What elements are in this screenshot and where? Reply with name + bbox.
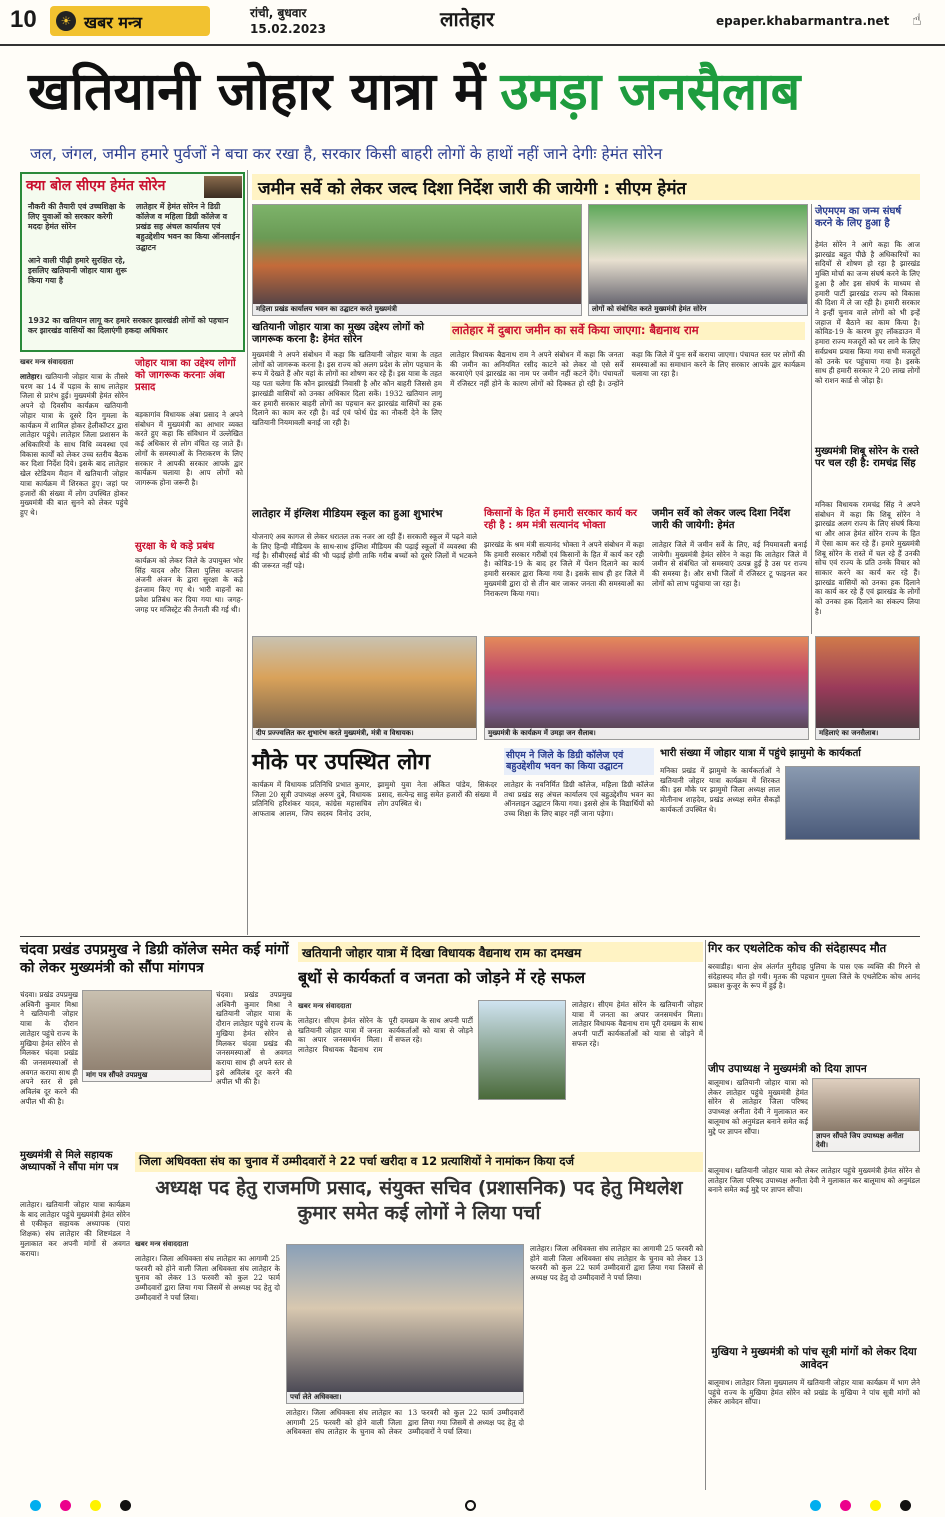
baidyanath-photo	[478, 1000, 566, 1100]
advocates-banner: जिला अधिवक्ता संघ का चुनाव में उम्मीदवारों ने 22 पर्चा खरीदा व 12 प्रत्याशियों ने नामांकन किया दर्ज	[135, 1152, 703, 1172]
right-col-body-1: हेमंत सोरेन ने आगे कहा कि आज झारखंड बहुत पीछे है अधिकारियों का सदियों से शोषण हो रहा है झारखंड मुक्ति मोर्चा का जन्म संघर्ष करने के लिए हुआ है और इस संघर्ष के माध्यम से हमारी पार्टी झारखंड राज्य को विकास की दिशा में ले जा रही है। हमारी सरकार ने इन्हीं चुनाव वाले लोगों को भी इन्हें जहाज में बैठाने का काम किया है। कोविड-19 के कारण हुए लॉकडाउन में हमारा राज्य मजदूरों को घर लाने के लिए सर्वप्रथम प्रयास किया गया सभी मजदूरों को उनके घर पहुंचाया गया है। इसके साथ ही हमारी सरकार ने 20 लाख लोगों को राशन कार्ड से जोड़ा है।	[815, 240, 920, 386]
mid-photo-3-caption: महिलाएं का जनसैलाब।	[816, 728, 919, 739]
cm-box-bottom: 1932 का खतियान लागू कर हमारे सरकार झारखंडी लोगों को पहचान कर झारखंड वासियों का दिलाएंगी हकदा अधिकार	[28, 316, 229, 336]
story-col2-body: बड़कागांव विधायक अंबा प्रसाद ने अपने संबोधन में मुख्यमंत्री का आभार व्यक्त करते हुए कहा कि संविधान में उल्लेखित कई अधिकार से लोग वंचित रह जाते हैं। लोगों के समस्याओं के निराकरण के लिए सरकार ने आपकी सरकार आपके द्वार कार्यक्रम चलाया है। आप लोगों को जागरूक होना जरूरी है।	[135, 410, 243, 488]
reg-dot-black-2	[900, 1500, 911, 1511]
cm-bullet-3: लातेहार में हेमंत सोरेन ने डिग्री कॉलेज व महिला डिग्री कॉलेज व प्रखंड सह अंचल कार्यालय एवं बहुउद्देशीय भवन का किया ऑनलाईन उद्घाटन	[136, 202, 240, 252]
jhamumo-body: मनिका प्रखंड में झामुमो के कार्यकर्ताओं ने खतियानी जोहार यात्रा कार्यक्रम में शिरकत की। इस मौके पर झामुमो जिला अध्यक्ष लाल मोतीनाथ शाहदेव, प्रखंड अध्यक्ष समेत सैकड़ों कार्यकर्ता उपस्थित थे।	[660, 766, 780, 814]
story-b-head: लातेहार में दुबारा जमीन का सर्वे किया जाएगा: बैद्यनाथ राम	[450, 322, 805, 340]
banner-photo-2-caption: लोगों को संबोधित करते मुख्यमंत्री हेमंत सोरेन	[589, 304, 807, 315]
mukhiya-head: मुखिया ने मुख्यमंत्री को पांच सूत्री मांगों को लेकर दिया आवेदन	[711, 1346, 917, 1371]
chandwa-head: चंदवा प्रखंड उपप्रमुख ने डिग्री कॉलेज समेत कई मांगों को लेकर मुख्यमंत्री को सौंपा मांगपत्र	[20, 942, 289, 976]
story-a-body: मुख्यमंत्री ने अपने संबोधन में कहा कि खतियानी जोहार यात्रा के तहत लोगों को जागरूक करना है। इस राज्य को अलग प्रदेश के लोग पहचान के रूप में देखते हैं और यहां के लोगों का शोषण कर रहे हैं। इस यात्रा के तहत यह पता चलेगा कि कौन झारखंडी निवासी है और कौन बाहरी जिससे हम झारखंडी वासियों को उनका अधिकार दिला सकें। 1932 खतियान लागू कर हमारी सरकार बाहरी लोगों का पहचान कर झारखंड वासियों का हक दिलाने का काम कर रही है। वर्ड एवं फोर्थ ग्रेड का नौकरी देने के लिए खतियानी नियमावली बनाई जा रही है।	[252, 350, 442, 428]
mukhiya-intro: बालूमाथ। खतियानी जोहार यात्रा को लेकर लातेहार पहुंचे मुख्यमंत्री हेमंत सोरेन से लातेहार जिला परिषद उपाध्यक्ष अनीता देवी ने मुलाकात कर बालूमाथ को अनुमंडल बनाने समेत कई मुद्दे पर ज्ञापन सौंपा।	[708, 1166, 920, 1195]
masthead	[0, 0, 945, 46]
advocates-byline: खबर मन्त्र संवाददाता	[135, 1240, 189, 1248]
reg-dot-cyan	[30, 1500, 41, 1511]
advocates-photo-caption: पर्चा लेते अधिवक्ता।	[287, 1392, 523, 1403]
advocates-body-2: लातेहार। जिला अधिवक्ता संघ लातेहार का आगामी 25 फरवरी को होने वाली जिला अधिवक्ता संघ लातेहार के चुनाव को लेकर 13 फरवरी को कुल 22 फार्म उम्मीदवारों द्वारा लिया गया जिसमें से अध्यक्ष पद हेतु दो उम्मीदवारों ने पर्चा लिया।	[286, 1408, 524, 1437]
advocates-headline: अध्यक्ष पद हेतु राजमणि प्रसाद, संयुक्त सचिव (प्रशासनिक) पद हेतु मिथलेश कुमार समेत कई लोगों ने लिया पर्चा	[155, 1177, 683, 1224]
athlete-head: गिर कर एथलेटिक कोच की संदेहास्पद मौत	[708, 941, 887, 955]
cm-quote-box	[20, 172, 245, 352]
banner-photo-1	[252, 204, 582, 316]
section-name: लातेहार	[440, 7, 495, 31]
english-school-head: लातेहार में इंग्लिश मीडियम स्कूल का हुआ शुभारंभ	[252, 508, 443, 520]
lead-headline-black: खतियानी जोहार यात्रा में	[28, 62, 486, 122]
story-left-place: लातेहार।	[20, 372, 43, 381]
epaper-link[interactable]: epaper.khabarmantra.net	[716, 14, 890, 28]
banner-photo-1-caption: महिला प्रखंड कार्यालय भवन का उद्घाटन करते मुख्यमंत्री	[253, 304, 581, 315]
gp-head: जीप उपाध्यक्ष ने मुख्यमंत्री को दिया ज्ञापन	[708, 1063, 867, 1075]
brand-name: खबर मन्त्र	[84, 13, 142, 32]
survey-body: लातेहार जिले में जमीन सर्वे के लिए, वई नियमावली बनाई जायेगी। मुख्यमंत्री हेमंत सोरेन ने कहा कि लातेहार जिले में जमीन से संबंधित जो समस्याएं उत्पन्न हुई है उस पर राज्य की समस्या है। और सभी जिलों में रजिस्टर टू फाइनल कर लोगों को लाभ पहुंचाया जा रहा है।	[652, 540, 807, 588]
present-head: मौके पर उपस्थित लोग	[252, 750, 431, 775]
farmers-head: किसानों के हित में हमारी सरकार कार्य कर रही है : श्रम मंत्री सत्यानंद भोक्ता	[484, 508, 637, 531]
page-number: 10	[10, 6, 37, 33]
lead-headline-green: उमड़ा जनसैलाब	[500, 62, 801, 122]
col-rule-1	[247, 170, 248, 935]
reg-dot-yellow	[90, 1500, 101, 1511]
english-school-body: योजनाएं अब कागज से लेकर धरातल तक नजर आ रही हैं। सरकारी स्कूल में पढ़ने वाले के लिए हिन्दी मीडियम के साथ-साथ इंग्लिश मीडियम की पढ़ाई स्कूलों में व्यवस्था की गई है। सीबीएसई बोर्ड की भी पढ़ाई होगी ताकि गरीब बच्चों को दूसरे जिलों में भटकने की जरूरत नहीं पड़े।	[252, 532, 477, 571]
brand-logo	[50, 6, 210, 36]
lead-headline	[28, 54, 918, 136]
baidyanath-body-2: लातेहार। सीएम हेमंत सोरेन के खतियानी जोहार यात्रा में जनता का अपार जनसमर्थन मिला। लातेहार विधायक वैद्यनाथ राम पूरी दमखम के साथ अपनी पार्टी कार्यकर्ताओं को यात्रा से जोड़ने में सफल रहे।	[572, 1000, 703, 1048]
place-date-2: 15.02.2023	[250, 22, 326, 36]
story-left-byline: खबर मन्त्र संवाददाता	[20, 358, 74, 366]
mid-photo-3	[815, 636, 920, 740]
mid-photo-1-caption: दीप प्रज्ज्वलित कर शुभारंभ करते मुख्यमंत्री, मंत्री व विधायक।	[253, 728, 476, 739]
chandwa-body: चंदवा। प्रखंड उपप्रमुख अश्विनी कुमार मिश्रा ने खतियानी जोहार यात्रा के दौरान लातेहार पहुंचे राज्य के मुखिया हेमंत सोरेन से मिलकर चंदवा प्रखंड की जनसमस्याओं से अवगत कराया साथ ही अपने स्तर से इसे अविलंब दूर करने की अपील भी की है।	[20, 990, 78, 1106]
gp-photo	[812, 1078, 920, 1152]
story-col2-body-2: कार्यक्रम को लेकर जिले के उपायुक्त भोर सिंह यादव और जिला पुलिस कप्तान अंजनी अंजन के द्वारा सुरक्षा के कड़े इंतजाम किए गए थे। भारी वाहनों का प्रवेश प्रतिबंध कर दिया गया था। जगह-जगह पर मजिस्ट्रेट की तैनाती की गई थी।	[135, 556, 243, 614]
chandwa-photo	[82, 990, 212, 1082]
chandwa-photo-caption: मांग पत्र सौंपते उपप्रमुख	[83, 1070, 211, 1081]
baidyanath-sub: बूथों से कार्यकर्ता व जनता को जोड़ने में रहे सफल	[298, 968, 586, 987]
teachers-head: मुख्यमंत्री से मिले सहायक अध्यापकों ने सौंपा मांग पत्र	[20, 1150, 119, 1173]
story-left-text: खतियानी जोहार यात्रा के तीसरे चरण का 14 वें पड़ाव के साथ लातेहार जिला से प्रारंभ हुई। मुख्यमंत्री हेमंत सोरेन अपने दो दिवसीय कार्यक्रम खतियानी जोहार यात्रा के दूसरे दिन गुमला के कार्यक्रम में शामिल होकर हेलीकॉप्टर द्वारा लातेहार पहुंचे। लातेहार जिला प्रशासन के अधिकारियों के साथ विधि व्यवस्था एवं विकास कार्यों को लेकर उच्च स्तरीय बैठक कर दिशा निर्देश दिये। इसके बाद लातेहार खेल स्टेडियम मैदान में खतियानी जोहार यात्रा कार्यक्रम में शिरकत हुए। जहां पर हजारों की संख्या में लोग उपस्थित होकर मुख्यमंत्री की बात सुनने को लेकर पहुंचे हुए थे।	[20, 372, 128, 518]
baidyanath-byline: खबर मन्त्र संवाददाता	[298, 1002, 352, 1010]
registration-marks	[0, 1496, 945, 1516]
banner-photo-2	[588, 204, 808, 316]
reg-dot-black	[120, 1500, 131, 1511]
advocates-photo	[286, 1244, 524, 1404]
reg-dot-cyan-2	[810, 1500, 821, 1511]
reg-dot-magenta-2	[840, 1500, 851, 1511]
col-rule-2	[811, 204, 812, 634]
cm-bullet-2: आने वाली पीढ़ी हमारे सुरक्षित रहे, इसलिए खतियानी जोहार यात्रा शुरू किया गया है	[28, 256, 127, 286]
col-rule-3	[705, 940, 706, 1490]
cm-box-title: क्या बोल सीएम हेमंत सोरेन	[26, 178, 166, 194]
brand-icon: ☀	[56, 11, 76, 31]
place-date-1: रांची, बुधवार	[250, 6, 307, 20]
story-b-body: लातेहार विधायक बैद्यनाथ राम ने अपने संबोधन में कहा कि जनता की जमीन का अनियमित रसीद काटने को लेकर वो एसे सर्वे करवाएंगे एवं झारखंड का नाम पर जमीन नहीं कटने देंगे। पंचायतों में रजिस्टर नहीं होने के कारण लोगों को दिक्कत हो रही है। उन्होंने कहा कि जिले में पुनः सर्वे कराया जाएगा। पंचायत स्तर पर लोगों की समस्याओं का समाधान करने के लिए सरकार आपके द्वार कार्यक्रम चलाया जा रहा है।	[450, 350, 805, 389]
cm-photo-small	[204, 176, 242, 198]
baidyanath-body: लातेहार। सीएम हेमंत सोरेन के खतियानी जोहार यात्रा में जनता का अपार जनसमर्थन मिला। लातेहार विधायक वैद्यनाथ राम पूरी दमखम के साथ अपनी पार्टी कार्यकर्ताओं को यात्रा से जोड़ने में सफल रहे।	[298, 1016, 473, 1055]
banner-headline: जमीन सर्वे को लेकर जल्द दिशा निर्देश जारी की जायेगी : सीएम हेमंत	[252, 174, 920, 200]
divider-1	[20, 936, 920, 937]
degree-body: लातेहार के नवनिर्मित डिग्री कॉलेज, महिला डिग्री कॉलेज तथा प्रखंड सह अंचल कार्यालय एवं बहुउद्देशीय भवन का ऑनलाइन उद्घाटन किया गया। इससे क्षेत्र के विद्यार्थियों को उच्च शिक्षा के लिए बाहर नहीं जाना पड़ेगा।	[504, 780, 654, 819]
gp-photo-caption: ज्ञापन सौंपते जिप उपाध्यक्ष अनीता देवी।	[813, 1131, 919, 1151]
lead-subhead: जल, जंगल, जमीन हमारे पुर्वजों ने बचा कर रखा है, सरकार किसी बाहरी लोगों के हाथों नहीं जाने देगीः हेमंत सोरेन	[30, 145, 663, 163]
mid-photo-1	[252, 636, 477, 740]
story-col2-head-2: सुरक्षा के थे कड़े प्रबंध	[135, 541, 215, 552]
athlete-body: बरवाडीह। थाना क्षेत्र अंतर्गत मुरीदाह पुलिया के पास एक व्यक्ति की गिरने से संदेहास्पद मौत हो गयी। मृतक की पहचान गुमला जिले के एथलेटिक कोच आनंद प्रकाश कुजूर के रूप में हुई है।	[708, 962, 920, 991]
reg-dot-center	[465, 1500, 476, 1511]
mid-photo-2-caption: मुख्यमंत्री के कार्यक्रम में उमड़ा जन सैलाब।	[485, 728, 808, 739]
chandwa-body-2: चंदवा। प्रखंड उपप्रमुख अश्विनी कुमार मिश्रा ने खतियानी जोहार यात्रा के दौरान लातेहार पहुंचे राज्य के मुखिया हेमंत सोरेन से मिलकर चंदवा प्रखंड की जनसमस्याओं से अवगत कराया साथ ही अपने स्तर से इसे अविलंब दूर करने की अपील भी की है।	[216, 990, 292, 1087]
advocates-body-3: लातेहार। जिला अधिवक्ता संघ लातेहार का आगामी 25 फरवरी को होने वाली जिला अधिवक्ता संघ लातेहार के चुनाव को लेकर 13 फरवरी को कुल 22 फार्म उम्मीदवारों द्वारा लिया गया जिसमें से अध्यक्ष पद हेतु दो उम्मीदवारों ने पर्चा लिया।	[530, 1244, 703, 1283]
right-col-body-2: मनिका विधायक रामचंद्र सिंह ने अपने संबोधन में कहा कि शिबू सोरेन ने झारखंड अलग राज्य के लिए संघर्ष किया था और आज हेमंत सोरेन राज्य के हित में ऐसा काम कर रहे हैं। हमारे मुख्यमंत्री शिबू सोरेन के रास्ते में चल रहे हैं उनकी सोच एवं राज्य के प्रति उनके विचार को साकार करने का कार्य कर रहे हैं। झारखंड वासियों को उनका हक दिलाने का कार्य कर रहे हैं एवं झारखंड के लोगों को उनका हक दिलाने का संकल्प लिया है।	[815, 500, 920, 616]
jhamumo-photo	[785, 766, 920, 840]
advocates-body: लातेहार। जिला अधिवक्ता संघ लातेहार का आगामी 25 फरवरी को होने वाली जिला अधिवक्ता संघ लातेहार के चुनाव को लेकर 13 फरवरी को कुल 22 फार्म उम्मीदवारों द्वारा लिया गया जिसमें से अध्यक्ष पद हेतु दो उम्मीदवारों ने पर्चा लिया।	[135, 1254, 280, 1302]
right-col-head-1: जेएमएम का जन्म संघर्ष करने के लिए हुआ है	[815, 206, 902, 229]
teachers-body: लातेहार। खतियानी जोहार यात्रा कार्यक्रम के बाद लातेहार पहुंचे मुख्यमंत्री हेमंत सोरेन से एकीकृत सहायक अध्यापक (पारा शिक्षक) संघ लातेहार की शिष्टमंडल ने मुलाकात कर अपनी मांगों से अवगत कराया।	[20, 1200, 130, 1258]
story-col2-head: जोहार यात्रा का उद्देश्य लोगों को जागरूक करनाः अंबा प्रसाद	[135, 358, 236, 393]
survey-head: जमीन सर्वे को लेकर जल्द दिशा निर्देश जारी की जायेगी: हेमंत	[652, 508, 791, 531]
reg-dot-yellow-2	[870, 1500, 881, 1511]
jhamumo-head: भारी संख्या में जोहार यात्रा में पहुंचे झामुमो के कार्यकर्ता	[660, 748, 861, 759]
baidyanath-banner: खतियानी जोहार यात्रा में दिखा विधायक वैद्यनाथ राम का दमखम	[298, 942, 703, 962]
present-body: कार्यक्रम में विधायक प्रतिनिधि प्रभात कुमार, जिला 20 सूत्री उपाध्यक्ष अरुण दुबे, विधायक प्रतिनिधि हरिशंकर यादव, कांग्रेस महासचिव आफताब आलम, जिप सदस्य विनोद उरांव, झामुमो युवा नेता अंकित पांडेय, सिकंदर प्रसाद, सत्येन्द्र साहु समेत हजारों की संख्या में लोग उपस्थित थे।	[252, 780, 497, 819]
farmers-body: झारखंड के श्रम मंत्री सत्यानंद भोक्ता ने अपने संबोधन में कहा कि हमारी सरकार गरीबों एवं किसानों के हित में कार्य कर रही है। कोविड-19 के बाद हर जिले में पेंशन दिलाने का कार्य हमारी सरकार द्वारा किया गया है। इसके साथ ही हर जिले में मुख्यमंत्री द्वारा दो से तीन बार जाकर जनता की समस्याओं का निराकरण किया गया।	[484, 540, 644, 598]
reg-dot-magenta	[60, 1500, 71, 1511]
right-col-head-2: मुख्यमंत्री शिबू सोरेन के रास्ते पर चल रही है: रामचंद्र सिंह	[815, 446, 919, 469]
degree-head: सीएम ने जिले के डिग्री कॉलेज एवं बहुउद्देशीय भवन का किया उद्घाटन	[504, 748, 654, 775]
mid-photo-2	[484, 636, 809, 740]
cm-bullet-1: नौकरी की तैयारी एवं उच्चशिक्षा के लिए युवाओं को सरकार करेगी मददः हेमंत सोरेन	[28, 202, 126, 232]
gp-body: बालूमाथ। खतियानी जोहार यात्रा को लेकर लातेहार पहुंचे मुख्यमंत्री हेमंत सोरेन से लातेहार जिला परिषद उपाध्यक्ष अनीता देवी ने मुलाकात कर बालूमाथ को अनुमंडल बनाने समेत कई मुद्दे पर ज्ञापन सौंपा।	[708, 1078, 808, 1136]
story-a-head: खतियानी जोहार यात्रा का मुख्य उद्देश्य लोगों को जागरूक करना है: हेमंत सोरेन	[252, 322, 424, 345]
mukhiya-body: बालूमाथ। लातेहार जिला मुख्यालय में खतियानी जोहार यात्रा कार्यक्रम में भाग लेने पहुंचे राज्य के मुखिया हेमंत सोरेन को प्रखंड के मुखिया ने पांच सूत्री मांगों को लेकर आवेदन सौंपा।	[708, 1378, 920, 1407]
pointer-icon: ☝	[912, 10, 922, 29]
